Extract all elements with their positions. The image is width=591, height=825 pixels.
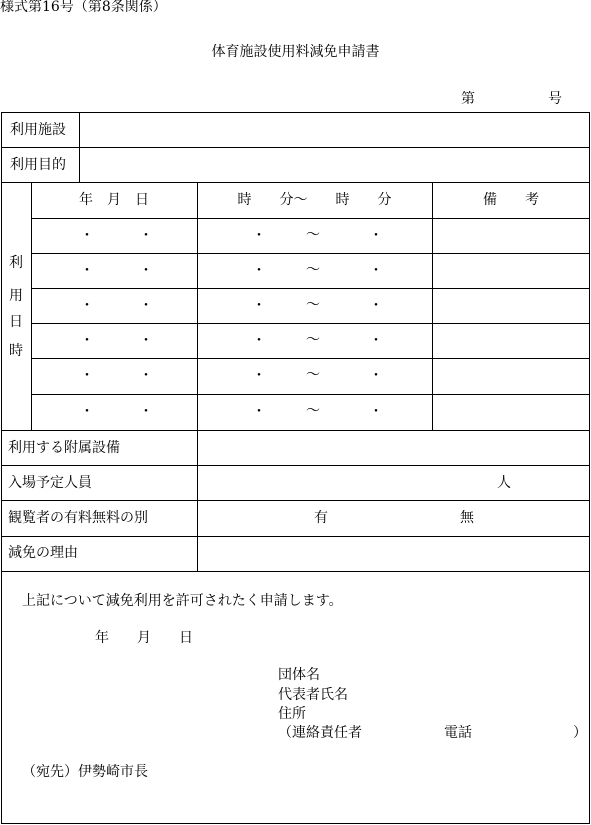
row-divider: [1, 430, 590, 431]
time-range-tilde: ～: [306, 262, 320, 278]
time-range-tilde: ～: [306, 403, 320, 419]
request-date-line: 年 月 日: [95, 630, 193, 646]
dot-separator: ・: [80, 228, 94, 244]
dot-separator: ・: [369, 263, 383, 279]
time-header: 時 分～ 時 分: [237, 192, 392, 208]
row-divider: [1, 500, 590, 501]
remarks-header: 備 考: [483, 192, 539, 208]
time-range-tilde: ～: [306, 227, 320, 243]
dot-separator: ・: [252, 298, 266, 314]
dot-separator: ・: [80, 333, 94, 349]
fee-free-option: 無: [460, 510, 474, 526]
row-divider: [1, 147, 590, 148]
dot-separator: ・: [369, 404, 383, 420]
row-divider: [1, 536, 590, 537]
dot-separator: ・: [139, 298, 153, 314]
row-divider: [1, 465, 590, 466]
dot-separator: ・: [139, 368, 153, 384]
doc-number-dai: 第: [461, 91, 475, 107]
dot-separator: ・: [252, 228, 266, 244]
phone-label: 電話: [444, 725, 472, 741]
dot-separator: ・: [80, 263, 94, 279]
datetime-side-label-2: 用: [9, 288, 23, 304]
dot-separator: ・: [139, 404, 153, 420]
attendance-label: 入場予定人員: [8, 475, 92, 491]
dot-separator: ・: [369, 368, 383, 384]
dot-separator: ・: [369, 298, 383, 314]
fee-label: 観覧者の有料無料の別: [8, 510, 148, 526]
dot-separator: ・: [252, 333, 266, 349]
form-number: 様式第16号（第8条関係）: [0, 0, 167, 15]
row-divider: [31, 323, 590, 324]
dot-separator: ・: [252, 263, 266, 279]
fee-paid-option: 有: [314, 510, 328, 526]
time-range-tilde: ～: [306, 332, 320, 348]
time-range-tilde: ～: [306, 367, 320, 383]
datetime-side-label-1: 利: [9, 255, 23, 271]
org-name-label: 団体名: [278, 667, 320, 683]
contact-person-label: （連絡責任者: [278, 725, 362, 741]
dot-separator: ・: [252, 404, 266, 420]
row-divider: [31, 288, 590, 289]
date-header: 年 月 日: [79, 192, 149, 208]
row-divider: [31, 253, 590, 254]
row-divider: [31, 394, 590, 395]
datetime-side-label-3: 日: [9, 314, 23, 330]
dot-separator: ・: [80, 298, 94, 314]
equipment-label: 利用する附属設備: [8, 440, 120, 456]
dot-separator: ・: [80, 404, 94, 420]
col-divider: [197, 182, 198, 571]
dot-separator: ・: [139, 263, 153, 279]
dot-separator: ・: [369, 333, 383, 349]
address-label: 住所: [278, 706, 306, 722]
doc-number-go: 号: [548, 91, 562, 107]
dot-separator: ・: [369, 228, 383, 244]
row-divider: [1, 182, 590, 183]
attendance-unit: 人: [497, 475, 511, 491]
row-divider: [31, 358, 590, 359]
page-title: 体育施設使用料減免申請書: [211, 44, 380, 60]
purpose-label: 利用目的: [10, 157, 66, 173]
representative-label: 代表者氏名: [278, 687, 348, 703]
col-divider: [31, 182, 32, 430]
dot-separator: ・: [139, 228, 153, 244]
dot-separator: ・: [139, 333, 153, 349]
col-divider: [432, 182, 433, 430]
request-statement: 上記について減免利用を許可されたく申請します。: [22, 593, 343, 609]
dot-separator: ・: [252, 368, 266, 384]
reason-label: 減免の理由: [8, 545, 78, 561]
addressee: （宛先）伊勢崎市長: [22, 764, 148, 780]
col-divider: [79, 112, 80, 182]
close-paren: ）: [573, 725, 587, 741]
facility-label: 利用施設: [10, 122, 66, 138]
dot-separator: ・: [80, 368, 94, 384]
row-divider: [31, 218, 590, 219]
row-divider: [1, 571, 590, 572]
time-range-tilde: ～: [306, 297, 320, 313]
datetime-side-label-4: 時: [9, 343, 23, 359]
